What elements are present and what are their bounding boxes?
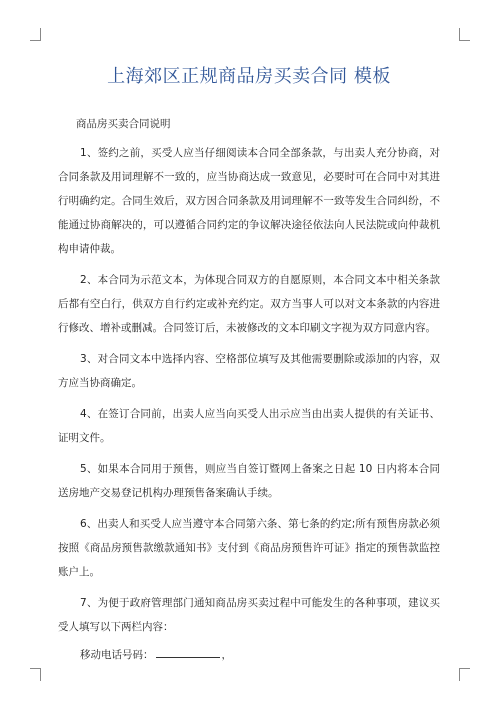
section-subheading: 商品房买卖合同说明	[76, 118, 171, 130]
crop-mark-bottom-right	[459, 668, 470, 681]
paragraph-1: 1、签约之前，买受人应当仔细阅读本合同全部条款，与出卖人充分协商，对合同条款及用词理解不一致的，应当协商达成一致意见，必要时可在合同中对其进行明确约定。合同生效后，双方因合同条款及用词理解不一致等发生合同纠纷，不能通过协商解决的，可以遵循合同约定的争议解决途径依法向人民法院或向仲裁机构申请仲裁。	[58, 147, 440, 255]
crop-mark-bottom-left	[30, 668, 41, 681]
paragraph-7: 7、为便于政府管理部门通知商品房买卖过程中可能发生的各种事项，建议买受人填写以下两栏内容：	[58, 597, 440, 633]
phone-blank-line[interactable]	[156, 646, 220, 658]
crop-mark-top-left	[30, 28, 41, 41]
paragraph-3: 3、对合同文本中选择内容、空格部位填写及其他需要删除或添加的内容，双方应当协商确定。	[58, 353, 440, 389]
paragraph-6: 6、出卖人和买受人应当遵守本合同第六条、第七条的约定;所有预售房款必须按照《商品房预售款缴款通知书》支付到《商品房预售许可证》指定的预售款监控账户上。	[58, 518, 440, 578]
crop-mark-top-right	[459, 28, 470, 41]
paragraph-2: 2、本合同为示范文本，为体现合同双方的自愿原则，本合同文本中相关条款后都有空白行，供双方自行约定或补充约定。双方当事人可以对文本条款的内容进行修改、增补或删减。合同签订后，未被修改的文本印刷文字视为双方同意内容。	[58, 274, 440, 334]
phone-suffix: ，	[221, 649, 232, 661]
phone-label: 移动电话号码：	[80, 649, 154, 661]
document-page	[58, 62, 440, 662]
phone-field-row	[80, 646, 440, 662]
paragraph-4: 4、在签订合同前，出卖人应当向买受人出示应当由出卖人提供的有关证书、证明文件。	[58, 408, 440, 444]
paragraph-5: 5、如果本合同用于预售，则应当自签订暨网上备案之日起 10 日内将本合同送房地产交易登记机构办理预售备案确认手续。	[58, 463, 440, 499]
document-title: 上海郊区正规商品房买卖合同 模板	[107, 66, 391, 87]
